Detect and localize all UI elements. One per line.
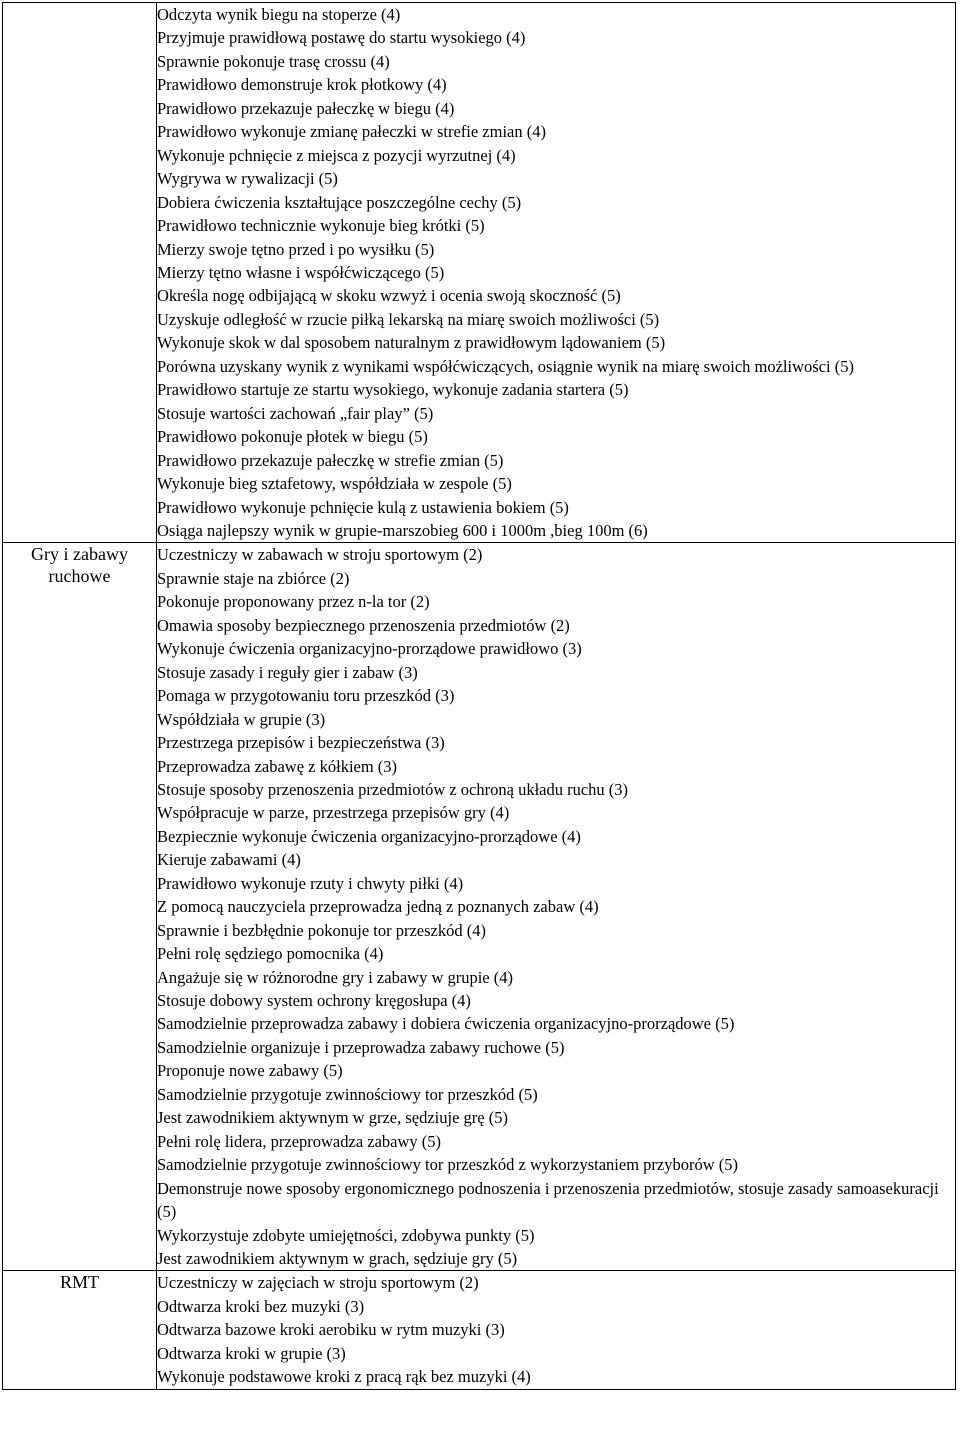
criterion-item: Sprawnie staje na zbiórce (2) <box>157 568 350 588</box>
criterion-item: Stosuje zasady i reguły gier i zabaw (3) <box>157 662 418 682</box>
criteria-list-cell <box>157 3 956 543</box>
criterion-item: Dobiera ćwiczenia kształtujące poszczególne cechy (5) <box>157 192 522 212</box>
criterion-item: Jest zawodnikiem aktywnym w grach, sędziuje gry (5) <box>157 1249 518 1269</box>
criterion-item: Uzyskuje odległość w rzucie piłką lekarską na miarę swoich możliwości (5) <box>157 309 660 329</box>
criterion-item: Przeprowadza zabawę z kółkiem (3) <box>157 756 398 776</box>
criterion-item: Prawidłowo demonstruje krok płotkowy (4) <box>157 75 447 95</box>
criterion-item: Demonstruje nowe sposoby ergonomicznego podnoszenia i przenoszenia przedmiotów, stosuje zasady samoasekuracji (5) <box>157 1178 939 1222</box>
criterion-item: Proponuje nowe zabawy (5) <box>157 1061 343 1081</box>
criterion-item: Przestrzega przepisów i bezpieczeństwa (3) <box>157 733 445 753</box>
criterion-item: Prawidłowo startuje ze startu wysokiego, wykonuje zadania startera (5) <box>157 380 629 400</box>
criteria-row <box>3 543 956 1271</box>
criterion-item: Uczestniczy w zabawach w stroju sportowym (2) <box>157 545 483 565</box>
criterion-item: Angażuje się w różnorodne gry i zabawy w grupie (4) <box>157 967 513 987</box>
criterion-item: Wykonuje ćwiczenia organizacyjno-prorządowe prawidłowo (3) <box>157 639 582 659</box>
criterion-item: Odtwarza kroki w grupie (3) <box>157 1343 346 1363</box>
criterion-item: Współdziała w grupie (3) <box>157 709 326 729</box>
criterion-item: Wykonuje pchnięcie z miejsca z pozycji wyrzutnej (4) <box>157 145 516 165</box>
criterion-item: Omawia sposoby bezpiecznego przenoszenia przedmiotów (2) <box>157 615 570 635</box>
criterion-item: Prawidłowo wykonuje pchnięcie kulą z ustawienia bokiem (5) <box>157 497 569 517</box>
category-cell <box>3 1271 157 1389</box>
criterion-item: Prawidłowo pokonuje płotek w biegu (5) <box>157 427 428 447</box>
criterion-item: Stosuje dobowy system ochrony kręgosłupa (4) <box>157 991 471 1011</box>
criterion-item: Wykonuje bieg sztafetowy, współdziała w zespole (5) <box>157 474 512 494</box>
criterion-item: Pełni rolę lidera, przeprowadza zabawy (5) <box>157 1131 442 1151</box>
criterion-item: Odtwarza kroki bez muzyki (3) <box>157 1296 365 1316</box>
criterion-item: Odtwarza bazowe kroki aerobiku w rytm muzyki (3) <box>157 1320 505 1340</box>
criterion-item: Mierzy swoje tętno przed i po wysiłku (5) <box>157 239 435 259</box>
criteria-table <box>2 2 956 1390</box>
criterion-item: Wykonuje skok w dal sposobem naturalnym z prawidłowym lądowaniem (5) <box>157 333 666 353</box>
criterion-item: Sprawnie pokonuje trasę crossu (4) <box>157 51 390 71</box>
category-cell <box>3 543 157 1271</box>
criterion-item: Samodzielnie przygotuje zwinnościowy tor przeszkód (5) <box>157 1084 538 1104</box>
criterion-item: Osiąga najlepszy wynik w grupie-marszobieg 600 i 1000m ,bieg 100m (6) <box>157 520 648 540</box>
criteria-row <box>3 1271 956 1389</box>
criterion-item: Pokonuje proponowany przez n-la tor (2) <box>157 592 430 612</box>
criterion-item: Współpracuje w parze, przestrzega przepisów gry (4) <box>157 803 510 823</box>
criterion-item: Sprawnie i bezbłędnie pokonuje tor przeszkód (4) <box>157 920 486 940</box>
criterion-item: Prawidłowo przekazuje pałeczkę w strefie zmian (5) <box>157 450 504 470</box>
criteria-table-body <box>3 3 956 1390</box>
category-cell <box>3 3 157 543</box>
criterion-item: Prawidłowo technicznie wykonuje bieg krótki (5) <box>157 216 485 236</box>
criterion-item: Samodzielnie przygotuje zwinnościowy tor przeszkód z wykorzystaniem przyborów (5) <box>157 1155 738 1175</box>
category-label: RMT <box>59 1272 99 1293</box>
criterion-item: Kieruje zabawami (4) <box>157 850 301 870</box>
criterion-item: Prawidłowo wykonuje rzuty i chwyty piłki (4) <box>157 873 464 893</box>
criterion-item: Z pomocą nauczyciela przeprowadza jedną z poznanych zabaw (4) <box>157 897 599 917</box>
criterion-item: Przyjmuje prawidłową postawę do startu wysokiego (4) <box>157 28 526 48</box>
criterion-item: Uczestniczy w zajęciach w stroju sportowym (2) <box>157 1273 479 1293</box>
criterion-item: Prawidłowo przekazuje pałeczkę w biegu (4) <box>157 98 455 118</box>
criterion-item: Pełni rolę sędziego pomocnika (4) <box>157 944 384 964</box>
criterion-item: Odczyta wynik biegu na stoperze (4) <box>157 5 401 24</box>
criterion-item: Bezpiecznie wykonuje ćwiczenia organizacyjno-prorządowe (4) <box>157 826 581 846</box>
criterion-item: Pomaga w przygotowaniu toru przeszkód (3) <box>157 686 455 706</box>
criteria-row <box>3 3 956 543</box>
criterion-item: Jest zawodnikiem aktywnym w grze, sędziuje grę (5) <box>157 1108 508 1128</box>
criterion-item: Samodzielnie organizuje i przeprowadza zabawy ruchowe (5) <box>157 1037 565 1057</box>
criterion-item: Stosuje wartości zachowań „fair play” (5) <box>157 403 434 423</box>
criterion-item: Określa nogę odbijającą w skoku wzwyż i ocenia swoją skoczność (5) <box>157 286 621 306</box>
criterion-item: Wygrywa w rywalizacji (5) <box>157 169 338 189</box>
criteria-list-cell <box>157 543 956 1271</box>
criterion-item: Wykorzystuje zdobyte umiejętności, zdobywa punkty (5) <box>157 1225 535 1245</box>
category-label: Gry i zabawy ruchowe <box>31 544 128 587</box>
criterion-item: Porówna uzyskany wynik z wynikami współćwiczących, osiągnie wynik na miarę swoich możliwości (5) <box>157 356 854 376</box>
criterion-item: Stosuje sposoby przenoszenia przedmiotów z ochroną układu ruchu (3) <box>157 779 629 799</box>
criterion-item: Prawidłowo wykonuje zmianę pałeczki w strefie zmian (4) <box>157 122 546 142</box>
criterion-item: Mierzy tętno własne i współćwiczącego (5) <box>157 262 445 282</box>
criterion-item: Wykonuje podstawowe kroki z pracą rąk bez muzyki (4) <box>157 1367 531 1387</box>
criterion-item: Samodzielnie przeprowadza zabawy i dobiera ćwiczenia organizacyjno-prorządowe (5) <box>157 1014 735 1034</box>
criteria-list-cell <box>157 1271 956 1389</box>
